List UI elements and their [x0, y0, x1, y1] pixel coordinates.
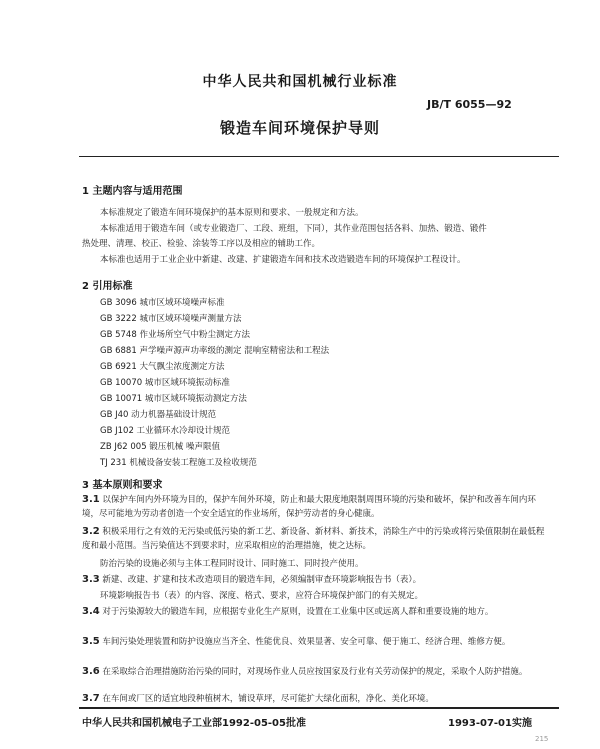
clause-3-6 — [82, 665, 552, 679]
clause-text: 新建、改建、扩建和技术改造项目的锻造车间，必须编制审查环境影响报告书（表）。 — [102, 575, 422, 585]
clause-3-5 — [82, 635, 552, 649]
section-1-para-3: 本标准也适用于工业企业中新建、改建、扩建锻造车间和技术改造锻造车间的环境保护工程设计。 — [100, 255, 466, 265]
reference-item: GB J40 动力机器基础设计规范 — [100, 410, 217, 420]
reference-item: GB 5748 作业场所空气中粉尘测定方法 — [100, 330, 250, 340]
reference-item: GB 6921 大气飘尘浓度测定方法 — [100, 362, 225, 372]
section-1-heading: 1 主题内容与适用范围 — [82, 186, 183, 197]
clause-number: 3.5 — [82, 636, 100, 647]
approval-line: 中华人民共和国机械电子工业部1992-05-05批准 — [82, 718, 306, 729]
clause-3-2-note — [100, 557, 364, 571]
clause-text: 环境影响报告书（表）的内容、深度、格式、要求，应符合环境保护部门的有关规定。 — [100, 591, 424, 601]
reference-item: GB 10070 城市区域环境振动标准 — [100, 378, 230, 388]
reference-item: GB 6881 声学噪声源声功率级的测定 混响室精密法和工程法 — [100, 346, 330, 356]
clause-3-2 — [82, 525, 552, 553]
reference-item: TJ 231 机械设备安装工程施工及检收规范 — [100, 458, 257, 468]
reference-item: ZB J62 005 锻压机械 噪声限值 — [100, 442, 221, 452]
clause-number: 3.7 — [82, 693, 100, 704]
document-title: 锻造车间环境保护导则 — [219, 119, 380, 137]
header-divider — [79, 156, 559, 157]
section-1-para-2: 本标准适用于锻造车间（或专业锻造厂、工段、班组，下同），其作业范围包括各料、加热、锻造、锻件 — [100, 224, 487, 234]
clause-text: 对于污染源较大的锻造车间，应根据专业化生产原则，设置在工业集中区或远离人群和重要设施的地方。 — [102, 607, 494, 617]
clause-3-1 — [82, 493, 552, 521]
section-2-heading: 2 引用标准 — [82, 281, 133, 292]
section-3-heading: 3 基本原则和要求 — [82, 480, 163, 491]
clause-text: 以保护车间内外环境为目的，保护车间外环境，防止和最大限度地限制周围环境的污染和破坏，保护和改善车间内环境，尽可能地为劳动者创造一个安全适宜的作业场所，保护劳动者的身心健康。 — [82, 495, 536, 519]
clause-text: 在采取综合治理措施防治污染的同时，对现场作业人员应按国家及行业有关劳动保护的规定，采取个人防护措施。 — [102, 667, 528, 677]
clause-text: 在车间或厂区的适宜地段种植树木，铺设草坪，尽可能扩大绿化面积，净化、美化环境。 — [102, 694, 434, 704]
standard-number: JB/T 6055—92 — [427, 98, 512, 111]
clause-3-3-note — [100, 589, 423, 603]
clause-number: 3.3 — [82, 574, 100, 585]
reference-item: GB 10071 城市区域环境振动测定方法 — [100, 394, 247, 404]
clause-number: 3.1 — [82, 494, 100, 505]
org-title: 中华人民共和国机械行业标准 — [202, 74, 398, 90]
clause-number: 3.6 — [82, 666, 100, 677]
clause-number: 3.4 — [82, 606, 100, 617]
clause-number: 3.2 — [82, 526, 100, 537]
clause-text: 防治污染的设施必须与主体工程同时设计、同时施工、同时投产使用。 — [100, 559, 364, 569]
clause-3-3 — [82, 573, 421, 587]
clause-3-7 — [82, 692, 434, 706]
clause-3-4 — [82, 605, 552, 619]
clause-text: 车间污染处理装置和防护设施应当齐全、性能优良、效果显著、安全可靠、便于施工、经济合理、维修方便。 — [102, 637, 511, 647]
reference-item: GB 3096 城市区域环境噪声标准 — [100, 298, 225, 308]
clause-text: 积极采用行之有效的无污染或低污染的新工艺、新设备、新材料、新技术，消除生产中的污染或将污染值限制在最低程度和最小范围。当污染值达不到要求时，应采取相应的治理措施，使之达标。 — [82, 527, 545, 551]
section-1-para-1: 本标准规定了锻造车间环境保护的基本原则和要求、一般规定和方法。 — [100, 208, 364, 218]
footer-divider — [79, 707, 559, 709]
page-number: 215 — [535, 735, 549, 743]
section-1-para-2-cont: 热处理、清理、校正、检验、涂装等工序以及相应的辅助工作。 — [82, 239, 321, 249]
reference-item: GB 3222 城市区域环境噪声测量方法 — [100, 314, 242, 324]
reference-item: GB J102 工业循环水冷却设计规范 — [100, 426, 231, 436]
effective-date: 1993-07-01实施 — [448, 718, 532, 729]
